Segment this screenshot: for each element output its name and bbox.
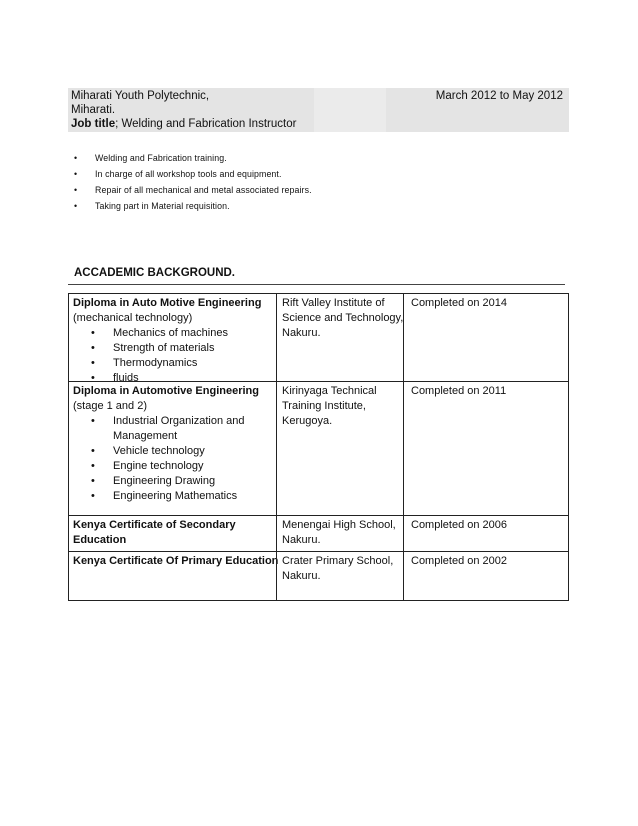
qualification-cell <box>69 516 276 551</box>
duties-list <box>72 150 312 214</box>
institution-cell <box>276 516 403 551</box>
duty-text: Welding and Fabrication training. <box>95 153 227 163</box>
qualification-title: Diploma in Auto Motive Engineering <box>73 297 262 309</box>
bullet-icon: • <box>91 357 95 369</box>
course-list <box>89 414 276 504</box>
duty-text: Taking part in Material requisition. <box>95 201 230 211</box>
institution-line: Training Institute, <box>282 400 366 412</box>
status-cell <box>403 294 568 381</box>
course-name: Vehicle technology <box>113 445 205 457</box>
qualification-detail: (mechanical technology) <box>73 312 193 324</box>
status-cell <box>403 382 568 515</box>
employment-header-middle <box>314 88 386 132</box>
course-name: Strength of materials <box>113 342 215 354</box>
bullet-icon: • <box>91 415 95 427</box>
institution-cell <box>276 552 403 600</box>
employer-location: Miharati. <box>71 104 116 116</box>
institution-line: Nakuru. <box>282 570 321 582</box>
institution-line: Menengai High School, <box>282 519 396 531</box>
bullet-icon: • <box>74 169 78 179</box>
qualification-title: Kenya Certificate of Secondary <box>73 519 236 531</box>
course-list <box>89 326 276 386</box>
education-table <box>68 293 569 601</box>
list-item <box>72 198 312 214</box>
qualification-detail: (stage 1 and 2) <box>73 400 147 412</box>
qualification-cell <box>69 552 279 600</box>
list-item <box>89 356 276 371</box>
institution-line: Kerugoya. <box>282 415 333 427</box>
table-row <box>69 552 568 600</box>
bullet-icon: • <box>91 475 95 487</box>
qualification-cell <box>69 294 276 384</box>
bullet-icon: • <box>91 490 95 502</box>
bullet-icon: • <box>74 201 78 211</box>
duty-text: Repair of all mechanical and metal associated repairs. <box>95 185 312 195</box>
institution-line: Kirinyaga Technical <box>282 385 377 397</box>
section-divider <box>68 284 565 285</box>
bullet-icon: • <box>91 460 95 472</box>
bullet-icon: • <box>91 342 95 354</box>
institution-cell <box>276 382 403 515</box>
academic-background-heading: ACCADEMIC BACKGROUND. <box>74 267 235 279</box>
list-item <box>72 182 312 198</box>
course-name: Mechanics of machines <box>113 327 228 339</box>
institution-line: Nakuru. <box>282 327 321 339</box>
bullet-icon: • <box>91 372 95 384</box>
duty-text: In charge of all workshop tools and equipment. <box>95 169 282 179</box>
course-name: Industrial Organization and <box>113 415 245 427</box>
institution-line: Rift Valley Institute of <box>282 297 385 309</box>
list-item <box>89 444 276 459</box>
table-row <box>69 382 568 516</box>
course-name: Engine technology <box>113 460 204 472</box>
list-item <box>72 150 312 166</box>
status-cell <box>403 516 568 551</box>
list-item <box>89 341 276 356</box>
completion-status: Completed on 2006 <box>411 519 508 531</box>
list-item <box>89 414 276 444</box>
job-title-label: Job title <box>71 118 116 130</box>
list-item <box>89 459 276 474</box>
completion-status: Completed on 2011 <box>411 385 507 397</box>
bullet-icon: • <box>74 153 78 163</box>
job-title-value: ; Welding and Fabrication Instructor <box>115 118 297 130</box>
list-item <box>89 326 276 341</box>
employment-dates: March 2012 to May 2012 <box>435 90 563 102</box>
bullet-icon: • <box>74 185 78 195</box>
table-row <box>69 294 568 382</box>
job-title <box>71 117 296 131</box>
list-item <box>89 474 276 489</box>
course-name: fluids <box>113 372 139 384</box>
institution-line: Crater Primary School, <box>282 555 394 567</box>
completion-status: Completed on 2002 <box>411 555 508 567</box>
qualification-title: Kenya Certificate Of Primary Education <box>73 555 279 567</box>
bullet-icon: • <box>91 445 95 457</box>
list-item <box>72 166 312 182</box>
completion-status: Completed on 2014 <box>411 297 508 309</box>
institution-line: Science and Technology, <box>282 312 404 324</box>
qualification-title-continued: Education <box>73 534 127 546</box>
institution-line: Nakuru. <box>282 534 321 546</box>
list-item <box>89 489 276 504</box>
table-row <box>69 516 568 552</box>
institution-cell <box>276 294 403 381</box>
employment-header <box>68 88 569 132</box>
qualification-title: Diploma in Automotive Engineering <box>73 385 259 397</box>
bullet-icon: • <box>91 327 95 339</box>
course-name: Thermodynamics <box>113 357 198 369</box>
course-name: Engineering Mathematics <box>113 490 238 502</box>
course-name-continued: Management <box>113 430 178 442</box>
status-cell <box>403 552 568 600</box>
employer-name: Miharati Youth Polytechnic, <box>71 90 210 102</box>
course-name: Engineering Drawing <box>113 475 216 487</box>
qualification-cell <box>69 382 276 515</box>
